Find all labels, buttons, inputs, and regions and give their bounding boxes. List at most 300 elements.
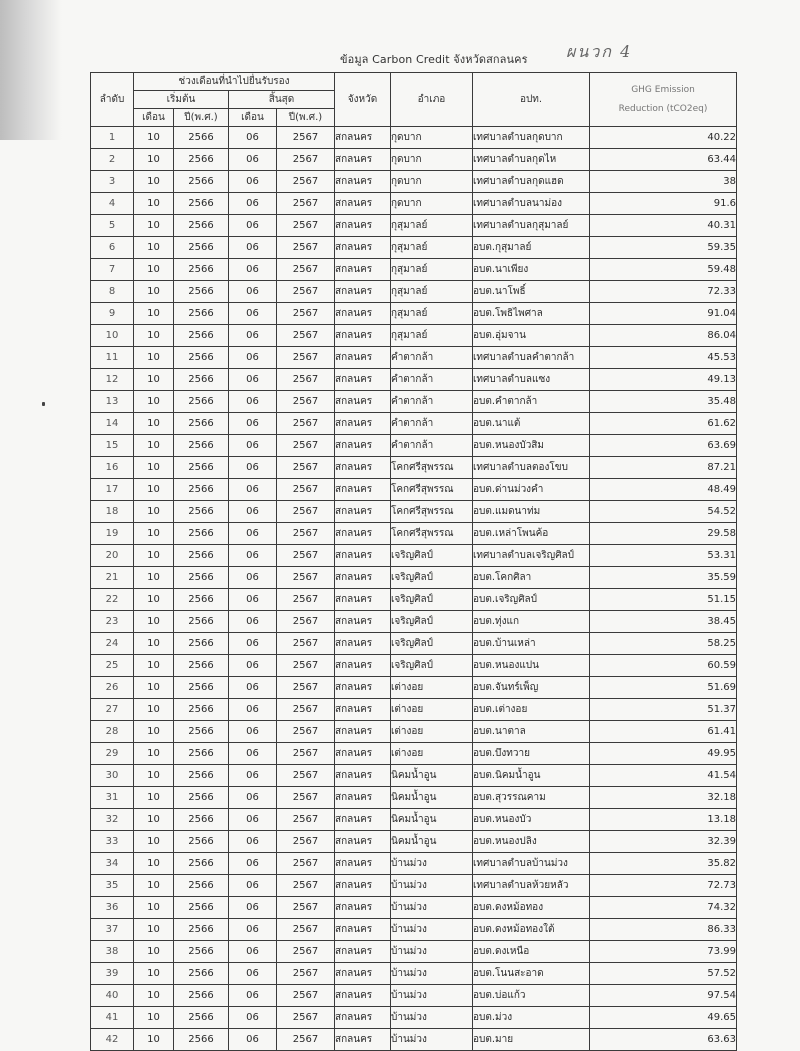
cell-end-year: 2567 xyxy=(277,237,335,259)
cell-district: โคกศรีสุพรรณ xyxy=(391,523,473,545)
cell-end-month: 06 xyxy=(229,941,277,963)
cell-start-year: 2566 xyxy=(174,985,229,1007)
cell-end-year: 2567 xyxy=(277,149,335,171)
cell-org: อบต.อุ่มจาน xyxy=(473,325,590,347)
scan-edge-shadow xyxy=(0,0,62,140)
cell-end-month: 06 xyxy=(229,897,277,919)
cell-ghg: 51.69 xyxy=(590,677,737,699)
cell-end-month: 06 xyxy=(229,303,277,325)
cell-province: สกลนคร xyxy=(335,919,391,941)
cell-start-month: 10 xyxy=(134,545,174,567)
cell-start-month: 10 xyxy=(134,765,174,787)
cell-ghg: 49.95 xyxy=(590,743,737,765)
table-row xyxy=(91,127,737,149)
cell-ghg: 41.54 xyxy=(590,765,737,787)
cell-start-month: 10 xyxy=(134,391,174,413)
cell-ghg: 58.25 xyxy=(590,633,737,655)
document-title: ข้อมูล Carbon Credit จังหวัดสกลนคร xyxy=(340,53,528,66)
cell-start-month: 10 xyxy=(134,633,174,655)
cell-index: 30 xyxy=(91,765,134,787)
table-row xyxy=(91,787,737,809)
table-body xyxy=(91,127,737,1051)
cell-org: อบต.โนนสะอาด xyxy=(473,963,590,985)
cell-start-year: 2566 xyxy=(174,677,229,699)
cell-start-year: 2566 xyxy=(174,809,229,831)
cell-ghg: 51.15 xyxy=(590,589,737,611)
cell-org: อบต.กุสุมาลย์ xyxy=(473,237,590,259)
table-row xyxy=(91,611,737,633)
cell-start-month: 10 xyxy=(134,699,174,721)
cell-start-year: 2566 xyxy=(174,215,229,237)
cell-ghg: 61.41 xyxy=(590,721,737,743)
cell-index: 27 xyxy=(91,699,134,721)
cell-start-year: 2566 xyxy=(174,699,229,721)
cell-org: อบต.นิคมน้ำอูน xyxy=(473,765,590,787)
cell-ghg: 53.31 xyxy=(590,545,737,567)
cell-district: นิคมน้ำอูน xyxy=(391,787,473,809)
cell-district: นิคมน้ำอูน xyxy=(391,809,473,831)
cell-start-year: 2566 xyxy=(174,501,229,523)
cell-end-year: 2567 xyxy=(277,193,335,215)
cell-start-month: 10 xyxy=(134,985,174,1007)
cell-start-month: 10 xyxy=(134,655,174,677)
cell-org: อบต.นาเพียง xyxy=(473,259,590,281)
cell-org: อบต.หนองบัวสิม xyxy=(473,435,590,457)
cell-org: อบต.มาย xyxy=(473,1029,590,1051)
table-row xyxy=(91,457,737,479)
cell-org: อบต.เต่างอย xyxy=(473,699,590,721)
cell-org: อบต.ม่วง xyxy=(473,1007,590,1029)
cell-province: สกลนคร xyxy=(335,611,391,633)
cell-index: 11 xyxy=(91,347,134,369)
cell-district: กุสุมาลย์ xyxy=(391,303,473,325)
table-row xyxy=(91,743,737,765)
cell-start-month: 10 xyxy=(134,787,174,809)
cell-ghg: 32.39 xyxy=(590,831,737,853)
cell-index: 23 xyxy=(91,611,134,633)
header-start: เริ่มต้น xyxy=(134,91,229,109)
cell-end-month: 06 xyxy=(229,875,277,897)
cell-ghg: 29.58 xyxy=(590,523,737,545)
table-row xyxy=(91,941,737,963)
cell-org: เทศบาลตำบลเจริญศิลป์ xyxy=(473,545,590,567)
cell-org: อบต.เจริญศิลป์ xyxy=(473,589,590,611)
cell-district: โคกศรีสุพรรณ xyxy=(391,479,473,501)
header-province: จังหวัด xyxy=(335,73,391,127)
cell-end-year: 2567 xyxy=(277,853,335,875)
header-ghg-line1: GHG Emission xyxy=(631,84,695,95)
cell-end-month: 06 xyxy=(229,831,277,853)
cell-province: สกลนคร xyxy=(335,875,391,897)
cell-province: สกลนคร xyxy=(335,567,391,589)
cell-start-year: 2566 xyxy=(174,567,229,589)
cell-org: เทศบาลตำบลนาม่อง xyxy=(473,193,590,215)
table-row xyxy=(91,831,737,853)
header-start-month: เดือน xyxy=(134,109,174,127)
cell-org: อบต.คำตากล้า xyxy=(473,391,590,413)
cell-org: เทศบาลตำบลกุดไห xyxy=(473,149,590,171)
cell-start-year: 2566 xyxy=(174,963,229,985)
cell-end-year: 2567 xyxy=(277,875,335,897)
cell-start-year: 2566 xyxy=(174,919,229,941)
cell-start-month: 10 xyxy=(134,589,174,611)
cell-end-year: 2567 xyxy=(277,721,335,743)
cell-index: 16 xyxy=(91,457,134,479)
cell-start-year: 2566 xyxy=(174,479,229,501)
cell-province: สกลนคร xyxy=(335,259,391,281)
cell-index: 9 xyxy=(91,303,134,325)
cell-index: 31 xyxy=(91,787,134,809)
cell-ghg: 72.33 xyxy=(590,281,737,303)
cell-start-year: 2566 xyxy=(174,149,229,171)
cell-end-year: 2567 xyxy=(277,941,335,963)
cell-start-year: 2566 xyxy=(174,237,229,259)
cell-end-month: 06 xyxy=(229,523,277,545)
cell-end-year: 2567 xyxy=(277,545,335,567)
header-district: อำเภอ xyxy=(391,73,473,127)
table-row xyxy=(91,1029,737,1051)
cell-district: คำตากล้า xyxy=(391,347,473,369)
cell-province: สกลนคร xyxy=(335,677,391,699)
cell-district: บ้านม่วง xyxy=(391,941,473,963)
cell-index: 14 xyxy=(91,413,134,435)
cell-end-month: 06 xyxy=(229,853,277,875)
cell-start-month: 10 xyxy=(134,325,174,347)
cell-index: 22 xyxy=(91,589,134,611)
cell-start-year: 2566 xyxy=(174,523,229,545)
cell-org: อบต.ดงเหนือ xyxy=(473,941,590,963)
cell-district: คำตากล้า xyxy=(391,435,473,457)
cell-province: สกลนคร xyxy=(335,963,391,985)
cell-end-year: 2567 xyxy=(277,479,335,501)
cell-end-year: 2567 xyxy=(277,787,335,809)
cell-index: 5 xyxy=(91,215,134,237)
cell-index: 6 xyxy=(91,237,134,259)
cell-start-month: 10 xyxy=(134,941,174,963)
cell-end-year: 2567 xyxy=(277,347,335,369)
cell-district: บ้านม่วง xyxy=(391,919,473,941)
cell-province: สกลนคร xyxy=(335,391,391,413)
cell-ghg: 13.18 xyxy=(590,809,737,831)
cell-district: บ้านม่วง xyxy=(391,875,473,897)
cell-org: เทศบาลตำบลกุสุมาลย์ xyxy=(473,215,590,237)
cell-start-year: 2566 xyxy=(174,369,229,391)
cell-end-year: 2567 xyxy=(277,677,335,699)
cell-end-month: 06 xyxy=(229,501,277,523)
cell-ghg: 59.48 xyxy=(590,259,737,281)
cell-ghg: 45.53 xyxy=(590,347,737,369)
cell-start-month: 10 xyxy=(134,677,174,699)
cell-org: อบต.บ่อแก้ว xyxy=(473,985,590,1007)
table-row xyxy=(91,589,737,611)
table-row xyxy=(91,435,737,457)
cell-org: อบต.ทุ่งแก xyxy=(473,611,590,633)
cell-start-month: 10 xyxy=(134,237,174,259)
cell-end-month: 06 xyxy=(229,787,277,809)
cell-start-year: 2566 xyxy=(174,897,229,919)
cell-end-month: 06 xyxy=(229,655,277,677)
cell-end-year: 2567 xyxy=(277,501,335,523)
cell-start-month: 10 xyxy=(134,171,174,193)
cell-end-year: 2567 xyxy=(277,127,335,149)
cell-index: 33 xyxy=(91,831,134,853)
cell-district: โคกศรีสุพรรณ xyxy=(391,501,473,523)
cell-start-year: 2566 xyxy=(174,193,229,215)
cell-ghg: 73.99 xyxy=(590,941,737,963)
cell-end-month: 06 xyxy=(229,435,277,457)
cell-district: เจริญศิลป์ xyxy=(391,633,473,655)
header-org: อปท. xyxy=(473,73,590,127)
cell-province: สกลนคร xyxy=(335,523,391,545)
cell-end-year: 2567 xyxy=(277,215,335,237)
cell-start-year: 2566 xyxy=(174,391,229,413)
cell-index: 12 xyxy=(91,369,134,391)
cell-province: สกลนคร xyxy=(335,457,391,479)
table-row xyxy=(91,149,737,171)
cell-org: อบต.โคกศิลา xyxy=(473,567,590,589)
cell-start-month: 10 xyxy=(134,259,174,281)
cell-org: อบต.นาโพธิ์ xyxy=(473,281,590,303)
cell-start-month: 10 xyxy=(134,193,174,215)
header-certification-period: ช่วงเดือนที่นำไปยื่นรับรอง xyxy=(134,73,335,91)
cell-province: สกลนคร xyxy=(335,765,391,787)
cell-end-year: 2567 xyxy=(277,567,335,589)
cell-province: สกลนคร xyxy=(335,1007,391,1029)
cell-end-month: 06 xyxy=(229,413,277,435)
cell-province: สกลนคร xyxy=(335,699,391,721)
cell-ghg: 51.37 xyxy=(590,699,737,721)
cell-start-year: 2566 xyxy=(174,413,229,435)
cell-ghg: 72.73 xyxy=(590,875,737,897)
cell-ghg: 57.52 xyxy=(590,963,737,985)
table-row xyxy=(91,347,737,369)
cell-end-month: 06 xyxy=(229,391,277,413)
header-end: สิ้นสุด xyxy=(229,91,335,109)
table-row xyxy=(91,303,737,325)
handwritten-note: ผนวก 4 xyxy=(566,42,633,61)
cell-org: อบต.นาแต้ xyxy=(473,413,590,435)
cell-district: เต่างอย xyxy=(391,743,473,765)
table-row xyxy=(91,413,737,435)
cell-end-month: 06 xyxy=(229,259,277,281)
cell-index: 37 xyxy=(91,919,134,941)
cell-end-month: 06 xyxy=(229,171,277,193)
cell-ghg: 59.35 xyxy=(590,237,737,259)
cell-end-year: 2567 xyxy=(277,523,335,545)
cell-start-year: 2566 xyxy=(174,325,229,347)
table-row xyxy=(91,391,737,413)
cell-district: กุสุมาลย์ xyxy=(391,237,473,259)
cell-end-year: 2567 xyxy=(277,1007,335,1029)
cell-ghg: 48.49 xyxy=(590,479,737,501)
cell-end-month: 06 xyxy=(229,479,277,501)
cell-end-month: 06 xyxy=(229,193,277,215)
cell-start-month: 10 xyxy=(134,369,174,391)
cell-start-year: 2566 xyxy=(174,611,229,633)
cell-start-year: 2566 xyxy=(174,1007,229,1029)
cell-org: อบต.สุวรรณคาม xyxy=(473,787,590,809)
cell-district: บ้านม่วง xyxy=(391,853,473,875)
table-row xyxy=(91,875,737,897)
cell-end-month: 06 xyxy=(229,611,277,633)
cell-org: อบต.จันทร์เพ็ญ xyxy=(473,677,590,699)
cell-end-year: 2567 xyxy=(277,699,335,721)
cell-org: อบต.บ้านเหล่า xyxy=(473,633,590,655)
cell-index: 13 xyxy=(91,391,134,413)
cell-district: โคกศรีสุพรรณ xyxy=(391,457,473,479)
cell-start-month: 10 xyxy=(134,721,174,743)
cell-province: สกลนคร xyxy=(335,281,391,303)
table-row xyxy=(91,567,737,589)
table-header xyxy=(91,73,737,127)
cell-ghg: 49.65 xyxy=(590,1007,737,1029)
cell-ghg: 97.54 xyxy=(590,985,737,1007)
cell-org: อบต.บึงทวาย xyxy=(473,743,590,765)
cell-province: สกลนคร xyxy=(335,743,391,765)
cell-end-year: 2567 xyxy=(277,259,335,281)
cell-province: สกลนคร xyxy=(335,721,391,743)
cell-end-month: 06 xyxy=(229,457,277,479)
cell-start-month: 10 xyxy=(134,523,174,545)
cell-ghg: 91.6 xyxy=(590,193,737,215)
cell-org: อบต.หนองแปน xyxy=(473,655,590,677)
cell-end-month: 06 xyxy=(229,215,277,237)
cell-start-month: 10 xyxy=(134,127,174,149)
cell-index: 4 xyxy=(91,193,134,215)
cell-org: อบต.ด่านม่วงคำ xyxy=(473,479,590,501)
cell-district: กุดบาก xyxy=(391,193,473,215)
table-row xyxy=(91,633,737,655)
cell-start-month: 10 xyxy=(134,413,174,435)
cell-end-year: 2567 xyxy=(277,897,335,919)
cell-start-month: 10 xyxy=(134,435,174,457)
cell-end-year: 2567 xyxy=(277,281,335,303)
cell-end-year: 2567 xyxy=(277,325,335,347)
table-row xyxy=(91,963,737,985)
cell-end-month: 06 xyxy=(229,567,277,589)
cell-start-year: 2566 xyxy=(174,545,229,567)
cell-start-year: 2566 xyxy=(174,127,229,149)
cell-index: 25 xyxy=(91,655,134,677)
cell-ghg: 87.21 xyxy=(590,457,737,479)
cell-index: 24 xyxy=(91,633,134,655)
cell-district: คำตากล้า xyxy=(391,391,473,413)
cell-end-year: 2567 xyxy=(277,171,335,193)
table-row xyxy=(91,237,737,259)
cell-org: เทศบาลตำบลบ้านม่วง xyxy=(473,853,590,875)
cell-province: สกลนคร xyxy=(335,127,391,149)
cell-ghg: 40.22 xyxy=(590,127,737,149)
cell-index: 28 xyxy=(91,721,134,743)
cell-start-month: 10 xyxy=(134,347,174,369)
scan-stray-mark xyxy=(42,402,45,406)
cell-end-month: 06 xyxy=(229,127,277,149)
cell-province: สกลนคร xyxy=(335,435,391,457)
cell-index: 36 xyxy=(91,897,134,919)
cell-ghg: 35.82 xyxy=(590,853,737,875)
table-row xyxy=(91,655,737,677)
cell-start-year: 2566 xyxy=(174,831,229,853)
cell-ghg: 91.04 xyxy=(590,303,737,325)
cell-org: อบต.แมดนาท่ม xyxy=(473,501,590,523)
cell-end-year: 2567 xyxy=(277,1029,335,1051)
cell-end-month: 06 xyxy=(229,237,277,259)
table-row xyxy=(91,765,737,787)
cell-start-month: 10 xyxy=(134,215,174,237)
cell-province: สกลนคร xyxy=(335,149,391,171)
table-row xyxy=(91,677,737,699)
cell-end-month: 06 xyxy=(229,963,277,985)
cell-district: กุดบาก xyxy=(391,171,473,193)
table-row xyxy=(91,545,737,567)
cell-org: อบต.นาตาล xyxy=(473,721,590,743)
table-row xyxy=(91,281,737,303)
cell-index: 8 xyxy=(91,281,134,303)
cell-district: กุดบาก xyxy=(391,127,473,149)
table-row xyxy=(91,259,737,281)
cell-district: บ้านม่วง xyxy=(391,897,473,919)
carbon-credit-table xyxy=(90,72,737,1051)
cell-ghg: 61.62 xyxy=(590,413,737,435)
cell-end-month: 06 xyxy=(229,985,277,1007)
cell-index: 39 xyxy=(91,963,134,985)
cell-ghg: 40.31 xyxy=(590,215,737,237)
cell-index: 17 xyxy=(91,479,134,501)
cell-index: 40 xyxy=(91,985,134,1007)
cell-end-month: 06 xyxy=(229,347,277,369)
table-row xyxy=(91,1007,737,1029)
cell-org: อบต.โพธิไพศาล xyxy=(473,303,590,325)
cell-end-month: 06 xyxy=(229,677,277,699)
cell-index: 10 xyxy=(91,325,134,347)
cell-end-year: 2567 xyxy=(277,303,335,325)
cell-district: กุสุมาลย์ xyxy=(391,215,473,237)
cell-start-year: 2566 xyxy=(174,633,229,655)
cell-ghg: 35.48 xyxy=(590,391,737,413)
cell-start-month: 10 xyxy=(134,567,174,589)
cell-index: 20 xyxy=(91,545,134,567)
cell-end-month: 06 xyxy=(229,1029,277,1051)
cell-start-month: 10 xyxy=(134,1007,174,1029)
cell-province: สกลนคร xyxy=(335,215,391,237)
cell-district: กุสุมาลย์ xyxy=(391,325,473,347)
cell-start-year: 2566 xyxy=(174,303,229,325)
cell-end-month: 06 xyxy=(229,589,277,611)
table-row xyxy=(91,369,737,391)
cell-index: 3 xyxy=(91,171,134,193)
cell-start-year: 2566 xyxy=(174,787,229,809)
cell-district: บ้านม่วง xyxy=(391,963,473,985)
cell-district: บ้านม่วง xyxy=(391,985,473,1007)
cell-district: เจริญศิลป์ xyxy=(391,611,473,633)
table-row xyxy=(91,919,737,941)
cell-org: อบต.ดงหม้อทองใต้ xyxy=(473,919,590,941)
table-row xyxy=(91,721,737,743)
cell-index: 29 xyxy=(91,743,134,765)
cell-index: 32 xyxy=(91,809,134,831)
cell-start-year: 2566 xyxy=(174,435,229,457)
cell-end-year: 2567 xyxy=(277,809,335,831)
cell-end-month: 06 xyxy=(229,1007,277,1029)
cell-end-year: 2567 xyxy=(277,963,335,985)
cell-index: 15 xyxy=(91,435,134,457)
cell-index: 1 xyxy=(91,127,134,149)
table-row xyxy=(91,897,737,919)
cell-index: 38 xyxy=(91,941,134,963)
cell-end-year: 2567 xyxy=(277,435,335,457)
cell-end-year: 2567 xyxy=(277,765,335,787)
cell-province: สกลนคร xyxy=(335,985,391,1007)
